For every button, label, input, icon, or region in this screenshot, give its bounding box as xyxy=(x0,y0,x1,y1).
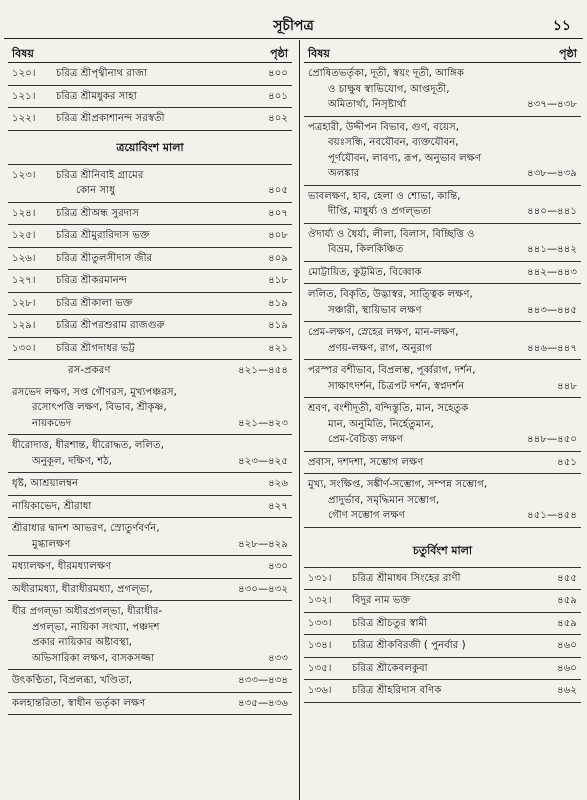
entry-line: মোট্টায়িত, কুট্টমিত, বিব্বোক xyxy=(308,266,422,278)
toc-entry xyxy=(304,360,581,398)
entry-text: বিদুর নাম ভক্ত xyxy=(352,595,411,606)
entry-line: অনুকূল, দক্ষিণ, শঠ, xyxy=(32,455,112,467)
toc-entry xyxy=(304,568,581,591)
toc-entry xyxy=(8,338,292,361)
toc-entry xyxy=(8,496,292,519)
entry-line: বিভ্রম, কিলকিঞ্চিত xyxy=(328,244,404,255)
toc-entry xyxy=(8,435,292,473)
entry-page: ৪২৭ xyxy=(268,500,288,512)
entry-page: ৪৪৩—৪৪৫ xyxy=(527,304,577,316)
page-header xyxy=(0,0,587,42)
entry-page: ৪২৮—৪২৯ xyxy=(238,538,288,550)
toc-entry xyxy=(8,382,292,436)
entry-number: ১২২। xyxy=(12,113,36,124)
toc-entry xyxy=(304,474,581,528)
left-subject-heading: বিষয় xyxy=(12,47,34,60)
entry-line: ধীর প্রগল্ভা অধীরপ্রগল্ভা, ধীরাধীর- xyxy=(12,606,163,617)
entry-page: ৪৬০ xyxy=(557,662,577,674)
entry-line: ধৃষ্ট, আশ্রয়ালম্বন xyxy=(12,478,79,489)
entry-line: পরস্পর বশীভাব, বিপ্রলম্ভ, পূর্ব্বরাগ, দর্শন, xyxy=(308,365,476,376)
toc-entry xyxy=(8,108,292,131)
left-section-entries xyxy=(8,164,292,361)
entry-page: ৪৪১—৪৪২ xyxy=(527,244,577,255)
toc-entry xyxy=(304,284,581,322)
entry-number: ১৩৬। xyxy=(308,685,332,696)
entry-line: প্রেম-লক্ষণ, স্নেহের লক্ষণ, মান-লক্ষণ, xyxy=(308,327,459,338)
toc-entry xyxy=(304,186,581,224)
toc-entry xyxy=(304,262,581,285)
entry-page: ৪৩৩—৪৩৪ xyxy=(238,675,288,686)
left-column-header xyxy=(8,42,292,63)
entry-page: ৪১৯ xyxy=(268,320,288,331)
right-page-heading: পৃষ্ঠা xyxy=(559,47,577,60)
toc-entry xyxy=(8,601,292,670)
entry-line: গৌণ সম্ভোগ লক্ষণ xyxy=(328,510,405,521)
rasa-text: রস-প্রকরণ xyxy=(68,365,111,376)
toc-entry xyxy=(304,63,581,117)
entry-line: কলহান্তরিতা, স্বাধীন ভর্তৃকা লক্ষণ xyxy=(12,697,146,709)
entry-line: অভিসারিকা লক্ষণ, বাসকসজ্জা xyxy=(32,652,155,664)
rasa-page: ৪২১—৪৫৪ xyxy=(238,365,288,376)
entry-page: ৪৩৮—৪৩৯ xyxy=(527,168,577,179)
entry-line: মধ্যালক্ষণ, ধীরমধ্যালক্ষণ xyxy=(12,561,112,572)
right-subject-heading: বিষয় xyxy=(308,47,330,60)
entry-page: ৪২১—৪২৩ xyxy=(238,417,288,429)
entry-page: ৪৪৮—৪৫০ xyxy=(527,434,577,445)
right-column-header xyxy=(304,42,581,63)
page-title: সূচীপত্র xyxy=(273,18,314,34)
section-title-24: চতুর্বিংশ মালা xyxy=(412,543,473,557)
entry-page: ৪৪০—৪৪১ xyxy=(527,206,577,217)
entry-line: বয়ঃসন্ধি, নবযৌবন, ব্যক্তযৌবন, xyxy=(328,137,459,148)
entry-page: ৪১৯ xyxy=(268,297,288,309)
entry-text-block xyxy=(8,476,292,492)
entry-number: ১৩৫। xyxy=(308,662,332,674)
entry-text-block xyxy=(8,604,292,666)
entry-number: ১২৮। xyxy=(12,297,36,309)
entry-text-block xyxy=(304,363,581,394)
page-number: ১১ xyxy=(552,18,571,34)
entry-line: ভাবলক্ষণ, হাব, হেলা ও শোভা, কান্তি, xyxy=(308,190,461,202)
toc-entry xyxy=(8,579,292,602)
toc-entry xyxy=(8,225,292,248)
toc-entry xyxy=(304,590,581,613)
column-divider xyxy=(299,40,300,800)
entry-text: চরিত্র শ্রীঅন্ধ সুরদাস xyxy=(56,207,139,219)
toc-entry xyxy=(304,224,581,262)
entry-number: ১২৬। xyxy=(12,252,36,264)
entry-number: ১৩৪। xyxy=(308,640,332,651)
entry-text: চরিত্র শ্রীগদাধর ভট্ট xyxy=(56,342,135,354)
entry-page: ৪৪৮ xyxy=(557,380,577,392)
entry-text: চরিত্র শ্রীপ্রকাশানন্দ সরস্বতী xyxy=(56,113,165,124)
entry-page: ৪০৯ xyxy=(268,252,288,264)
toc-entry xyxy=(304,613,581,636)
entry-text: চরিত্র শ্রীকরমানন্দ xyxy=(56,275,127,286)
entry-line: সঞ্চারী, স্থায়িভাব লক্ষণ xyxy=(328,304,422,316)
entry-number: ১২০। xyxy=(12,68,36,79)
toc-entry xyxy=(304,635,581,658)
entry-page: ৪০০ xyxy=(268,68,288,79)
entry-text: চরিত্র শ্রীকালা ভক্ত xyxy=(56,297,133,309)
entry-text: চরিত্র শ্রীমধুকর সাহা xyxy=(56,90,137,102)
entry-line: রসোৎপত্তি লক্ষণ, বিভাব, শ্রীকৃষ্ণ, xyxy=(32,402,167,413)
toc-entry xyxy=(304,398,581,452)
toc-entry xyxy=(8,86,292,109)
left-column xyxy=(8,42,292,715)
toc-entry xyxy=(8,63,292,86)
entry-line: পত্রহারী, উদ্দীপন বিভাব, গুণ, বয়েস, xyxy=(308,121,460,133)
entry-text: চরিত্র শ্রীহরিদাস বণিক xyxy=(352,685,442,696)
rasa-row xyxy=(8,360,292,382)
toc-entry xyxy=(8,473,292,496)
header-rule xyxy=(4,38,583,39)
entry-text-block xyxy=(304,455,581,471)
entry-number: ১৩১। xyxy=(308,572,332,584)
entry-page: ৪২১ xyxy=(268,342,288,354)
entry-line: ও চাক্ষুষ স্বাভিযোগ, আপ্তদূতী, xyxy=(328,83,450,95)
entry-line: প্রোষিতভর্তৃকা, দূতী, স্বয়ং দূতী, আঙ্গিক xyxy=(308,68,464,79)
entry-line: নায়িকাভেদ, শ্রীরাধা xyxy=(12,500,92,512)
left-page-heading: পৃষ্ঠা xyxy=(270,47,288,60)
toc-entry xyxy=(304,117,581,186)
entry-page: ৪৩৭—৪৩৮ xyxy=(527,99,577,110)
entry-page: ৪০৮ xyxy=(268,230,288,241)
entry-number: ১২৫। xyxy=(12,230,36,241)
entry-line: ঔদার্য্য ও ধৈর্য্য, লীলা, বিলাস, বিচ্ছিত্তি ও xyxy=(308,228,475,240)
entry-number: ১২৪। xyxy=(12,207,36,219)
toc-entry xyxy=(304,680,581,703)
entry-line: সাক্ষাৎদর্শন, চিত্রপট দর্শন, স্বপ্নদর্শন xyxy=(328,380,465,392)
entry-line: প্রেম-বৈচিত্ত্য লক্ষণ xyxy=(328,434,403,445)
entry-number: ১৩৩। xyxy=(308,617,332,629)
entry-page: ৪৫১ xyxy=(557,456,577,468)
entry-text: চরিত্র শ্রীমুরারিদাস ভক্ত xyxy=(56,230,150,241)
entry-line: প্রগল্ভা, নায়িকা সংখ্যা, পঞ্চদশ xyxy=(32,621,160,633)
entry-line: মুগ্ধালক্ষণ xyxy=(32,538,71,550)
entry-line: নায়কভেদ xyxy=(32,417,72,429)
entry-page: ৪৩৩ xyxy=(268,652,288,664)
entry-page: ৪০২ xyxy=(268,113,288,124)
entry-page: ৪৩০ xyxy=(268,561,288,572)
entry-line: মান, অনুমিতি, নির্হেতুমান, xyxy=(328,418,434,430)
entry-line: অলঙ্কার xyxy=(328,168,360,179)
entry-text-block xyxy=(8,499,292,515)
entry-text: চরিত্র শ্রীনিবাই গ্রামের xyxy=(56,169,144,181)
entry-page: ৪২৬ xyxy=(268,478,288,489)
entry-text: চরিত্র শ্রীকবিরজী ( পুনর্বার ) xyxy=(352,640,466,651)
entry-number: ১২৭। xyxy=(12,275,36,286)
entry-page: ৪৬০ xyxy=(557,640,577,651)
entry-line: মুখ্য, সংক্ষিপ্ত, সঙ্কীর্ণ-সম্ভোগ, সম্পন্ন সম্ভোগ, xyxy=(308,479,488,490)
entry-page: ৪৫১—৪৫৪ xyxy=(527,510,577,521)
entry-page: ৪৩০—৪৩২ xyxy=(238,583,288,595)
entry-line: রসভেদ লক্ষণ, সপ্ত গৌণরস, মুখ্যপঞ্চরস, xyxy=(12,386,177,398)
entry-line: পূর্ণযৌবন, লাবণ্য, রূপ, অনুভাব লক্ষণ xyxy=(328,152,482,164)
entry-number: ১২১। xyxy=(12,90,36,102)
entry-text: চরিত্র শ্রীচতুর স্বামী xyxy=(352,617,428,629)
entry-number: ১২৩। xyxy=(12,169,36,181)
entry-page: ৪৪২—৪৪৩ xyxy=(527,266,577,278)
entry-page: ৪২৩—৪২৫ xyxy=(238,455,288,467)
toc-entry xyxy=(8,270,292,293)
entry-line: অধীরামধ্যা, ধীরাধীরমধ্যা, প্রগল্ভা, xyxy=(12,583,153,595)
left-top-entries xyxy=(8,63,292,131)
entry-number: ১৩০। xyxy=(12,342,36,354)
rasa-prakaran xyxy=(8,360,292,382)
entry-line: প্রকার নায়িকার অষ্টাবস্থা, xyxy=(32,637,132,648)
toc-entry xyxy=(8,248,292,271)
entry-text: চরিত্র শ্রীমাধব সিংহের রাণী xyxy=(352,572,461,584)
entry-page: ৪৩৫—৪৩৬ xyxy=(238,697,288,709)
right-plain-entries xyxy=(304,63,581,528)
entry-page: ৪৬২ xyxy=(557,685,577,696)
toc-entry xyxy=(8,556,292,579)
entry-text-block xyxy=(8,559,292,575)
toc-entry xyxy=(8,165,292,203)
entry-page: ৪০১ xyxy=(268,90,288,102)
toc-entry xyxy=(304,322,581,360)
entry-number: ১২৯। xyxy=(12,320,36,331)
entry-page: ৪৫৯ xyxy=(557,595,577,606)
entry-text: চরিত্র শ্রীতুলসীদাস জীর xyxy=(56,252,153,264)
entry-line: শ্রবণ, বংশীদূতী, বন্দিস্তুতি, মান, সহেতুক xyxy=(308,403,469,414)
toc-entry xyxy=(8,293,292,316)
toc-entry xyxy=(304,452,581,475)
entry-text: চরিত্র শ্রীকেবলকুবা xyxy=(352,662,428,674)
entry-line: অমিতার্থা, নিসৃষ্টার্থা xyxy=(328,99,407,110)
right-section-entries xyxy=(304,567,581,703)
entry-page: ৪১৮ xyxy=(268,275,288,286)
toc-entry xyxy=(8,670,292,693)
toc-entry xyxy=(8,203,292,226)
toc-entry xyxy=(8,315,292,338)
entry-page: ৪৫৯ xyxy=(557,617,577,629)
toc-entry xyxy=(8,518,292,556)
toc-entry xyxy=(304,658,581,681)
right-column xyxy=(304,42,581,703)
entry-text: চরিত্র শ্রীপরশুরাম রাজগুরু xyxy=(56,320,165,331)
entry-text-cont: কোন সাধু xyxy=(76,185,115,196)
toc-entry xyxy=(8,693,292,716)
entry-line: প্রণয়-লক্ষণ, রাগ, অনুরাগ xyxy=(328,342,432,354)
entry-page: ৪৪৬—৪৪৭ xyxy=(527,342,577,354)
entry-line: ধীরোদাত্ত, ধীরশান্ত, ধীরোদ্ধত, ললিত, xyxy=(12,440,164,451)
entry-page: ৪৫৫ xyxy=(557,572,577,584)
entry-line: প্রবাস, দশদশা, সম্ভোগ লক্ষণ xyxy=(308,456,424,468)
entry-number: ১৩২। xyxy=(308,595,332,606)
entry-page: ৪০৫ xyxy=(268,185,288,196)
entry-line: ললিত, বিকৃতি, উদ্ভাস্বর, সাত্ত্বিক লক্ষণ, xyxy=(308,289,473,300)
entry-line: উৎকণ্ঠিতা, বিপ্রলব্ধা, খণ্ডিতা, xyxy=(12,675,133,686)
entry-text: চরিত্র শ্রীপৃথ্বীনাথ রাজা xyxy=(56,68,148,79)
entry-line: দীপ্তি, মাধুর্য্য ও প্রগল্ভতা xyxy=(328,206,432,217)
entry-line: প্রাদুর্ভাব, সমৃদ্ধিমান সম্ভোগ, xyxy=(328,494,440,506)
section-title-23: ত্রয়োবিংশ মালা xyxy=(116,140,184,154)
left-plain-entries xyxy=(8,382,292,716)
entry-page: ৪০৭ xyxy=(268,207,288,219)
entry-line: শ্রীরাধার দ্বাদশ আভরণ, স্রোতুর্ণবর্ণন, xyxy=(12,523,160,534)
